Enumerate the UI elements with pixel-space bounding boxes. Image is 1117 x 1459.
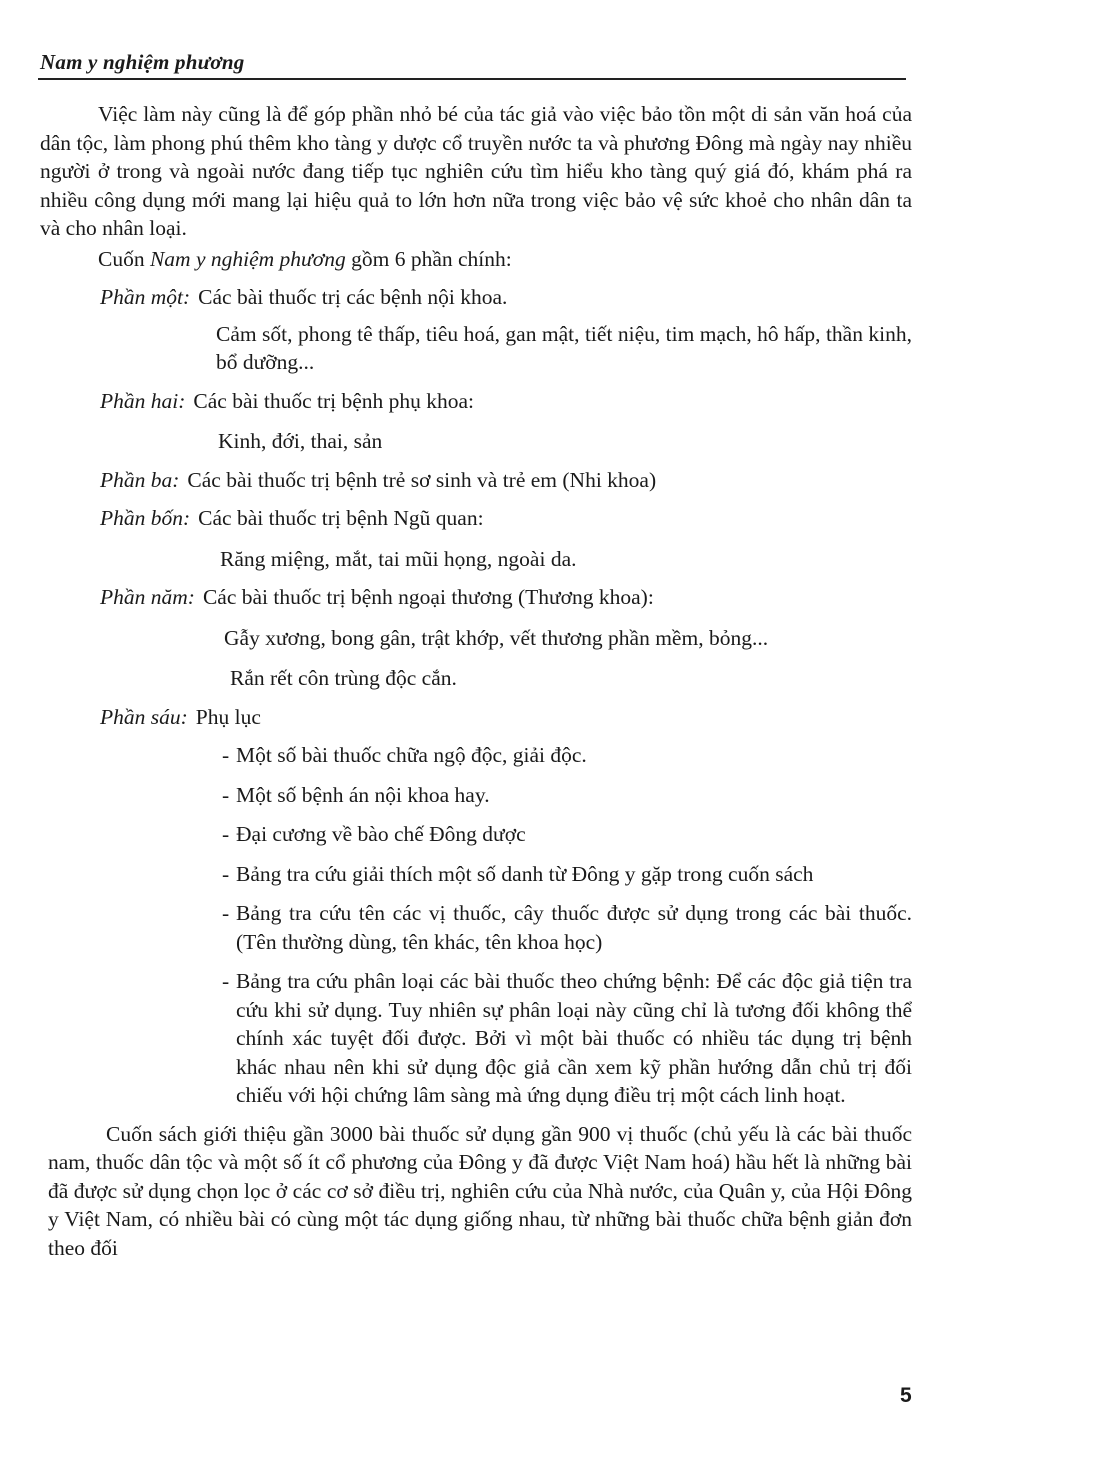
book-title: Nam y nghiệm phương [149,246,346,271]
appendix-list [40,741,912,1110]
section-5-label: Phần năm: [100,585,195,609]
section-4-label: Phần bốn: [100,506,191,530]
section-2-label: Phần hai: [100,388,186,413]
section-1 [40,283,912,312]
list-item [222,860,912,889]
dash-icon: - [222,743,230,767]
list-item-text: Bảng tra cứu phân loại các bài thuốc theo chứng bệnh: Để các độc giả tiện tra cứu khi sử dụng. Tuy nhiên sự phân loại này cũng chỉ là tương đối không thể chính xác tuyệt đối được. Bởi vì một bài thuốc có nhiều tác dụng trị bệnh khác nhau nên khi sử dụng độc giả cần xem kỹ phần hướng dẫn chủ trị đối chiếu với hội chứng lâm sàng mà ứng dụng điều trị một cách linh hoạt. [236,969,912,1107]
list-item [222,899,912,956]
section-1-label: Phần một: [100,285,191,309]
book-structure-intro [40,245,912,274]
section-4-text: Các bài thuốc trị bệnh Ngũ quan: [198,506,484,530]
section-5-text: Các bài thuốc trị bệnh ngoại thương (Thương khoa): [202,585,654,609]
header-rule [38,78,906,80]
dash-icon: - [222,861,230,886]
list-item [222,781,912,810]
list-item [222,741,912,770]
dash-icon: - [222,782,230,807]
section-4 [40,504,912,533]
dash-icon: - [222,969,230,993]
section-4-detail: Răng miệng, mắt, tai mũi họng, ngoài da. [220,546,577,571]
section-3-text: Các bài thuốc trị bệnh trẻ sơ sinh và trẻ em (Nhi khoa) [187,467,657,492]
intro-after: gồm 6 phần chính: [345,246,512,271]
page-body [40,100,912,1262]
intro-paragraph: Việc làm này cũng là để góp phần nhỏ bé của tác giả vào việc bảo tồn một di sản văn hoá của dân tộc, làm phong phú thêm kho tàng y dược cổ truyền nước ta và phương Đông mà ngày nay nhiều người ở trong và ngoài nước đang tiếp tục nghiên cứu tìm hiểu kho tàng quý giá đó, khám phá ra nhiều công dụng mới mang lại hiệu quả to lớn hơn nữa trong việc bảo vệ sức khoẻ cho nhân dân ta và cho nhân loại. [40,102,912,240]
section-1-detail: Cảm sốt, phong tê thấp, tiêu hoá, gan mật, tiết niệu, tim mạch, hô hấp, thần kinh, bổ dưỡng... [216,321,912,374]
section-2 [40,387,912,416]
list-item-text: Một số bài thuốc chữa ngộ độc, giải độc. [236,743,587,767]
list-item-text: Bảng tra cứu giải thích một số danh từ Đông y gặp trong cuốn sách [236,861,814,886]
list-item-text: Đại cương về bào chế Đông dược [236,822,526,846]
list-item [222,967,912,1110]
section-3-label: Phần ba: [100,467,180,492]
section-6-text: Phụ lục [195,704,261,729]
section-1-text: Các bài thuốc trị các bệnh nội khoa. [198,285,508,309]
page-number: 5 [900,1384,912,1407]
intro-before: Cuốn [98,246,150,271]
section-2-detail: Kinh, đới, thai, sản [218,429,383,453]
section-6 [40,703,912,732]
section-3 [40,466,912,495]
list-item-text: Một số bệnh án nội khoa hay. [236,782,490,807]
section-5 [40,583,912,612]
closing-paragraph: Cuốn sách giới thiệu gần 3000 bài thuốc sử dụng gần 900 vị thuốc (chủ yếu là các bài thuốc nam, thuốc dân tộc và một số ít cổ phương của Đông y đã được Việt Nam hoá) hầu hết là những bài đã được sử dụng chọn lọc ở các cơ sở điều trị, nghiên cứu của Nhà nước, của Quân y, của Hội Đông y Việt Nam, có nhiều bài có cùng một tác dụng giống nhau, từ những bài thuốc chữa bệnh giản đơn theo đối [48,1121,912,1260]
section-2-text: Các bài thuốc trị bệnh phụ khoa: [193,388,475,413]
section-5-detail-2: Rắn rết côn trùng độc cắn. [230,666,457,690]
list-item [222,820,912,849]
dash-icon: - [222,822,230,846]
list-item-text: Bảng tra cứu tên các vị thuốc, cây thuốc được sử dụng trong các bài thuốc. (Tên thường dùng, tên khác, tên khoa học) [236,901,912,954]
section-5-detail-1: Gẫy xương, bong gân, trật khớp, vết thương phần mềm, bỏng... [224,625,769,650]
dash-icon: - [222,901,230,925]
section-6-label: Phần sáu: [100,704,188,729]
running-title: Nam y nghiệm phương [40,50,245,74]
